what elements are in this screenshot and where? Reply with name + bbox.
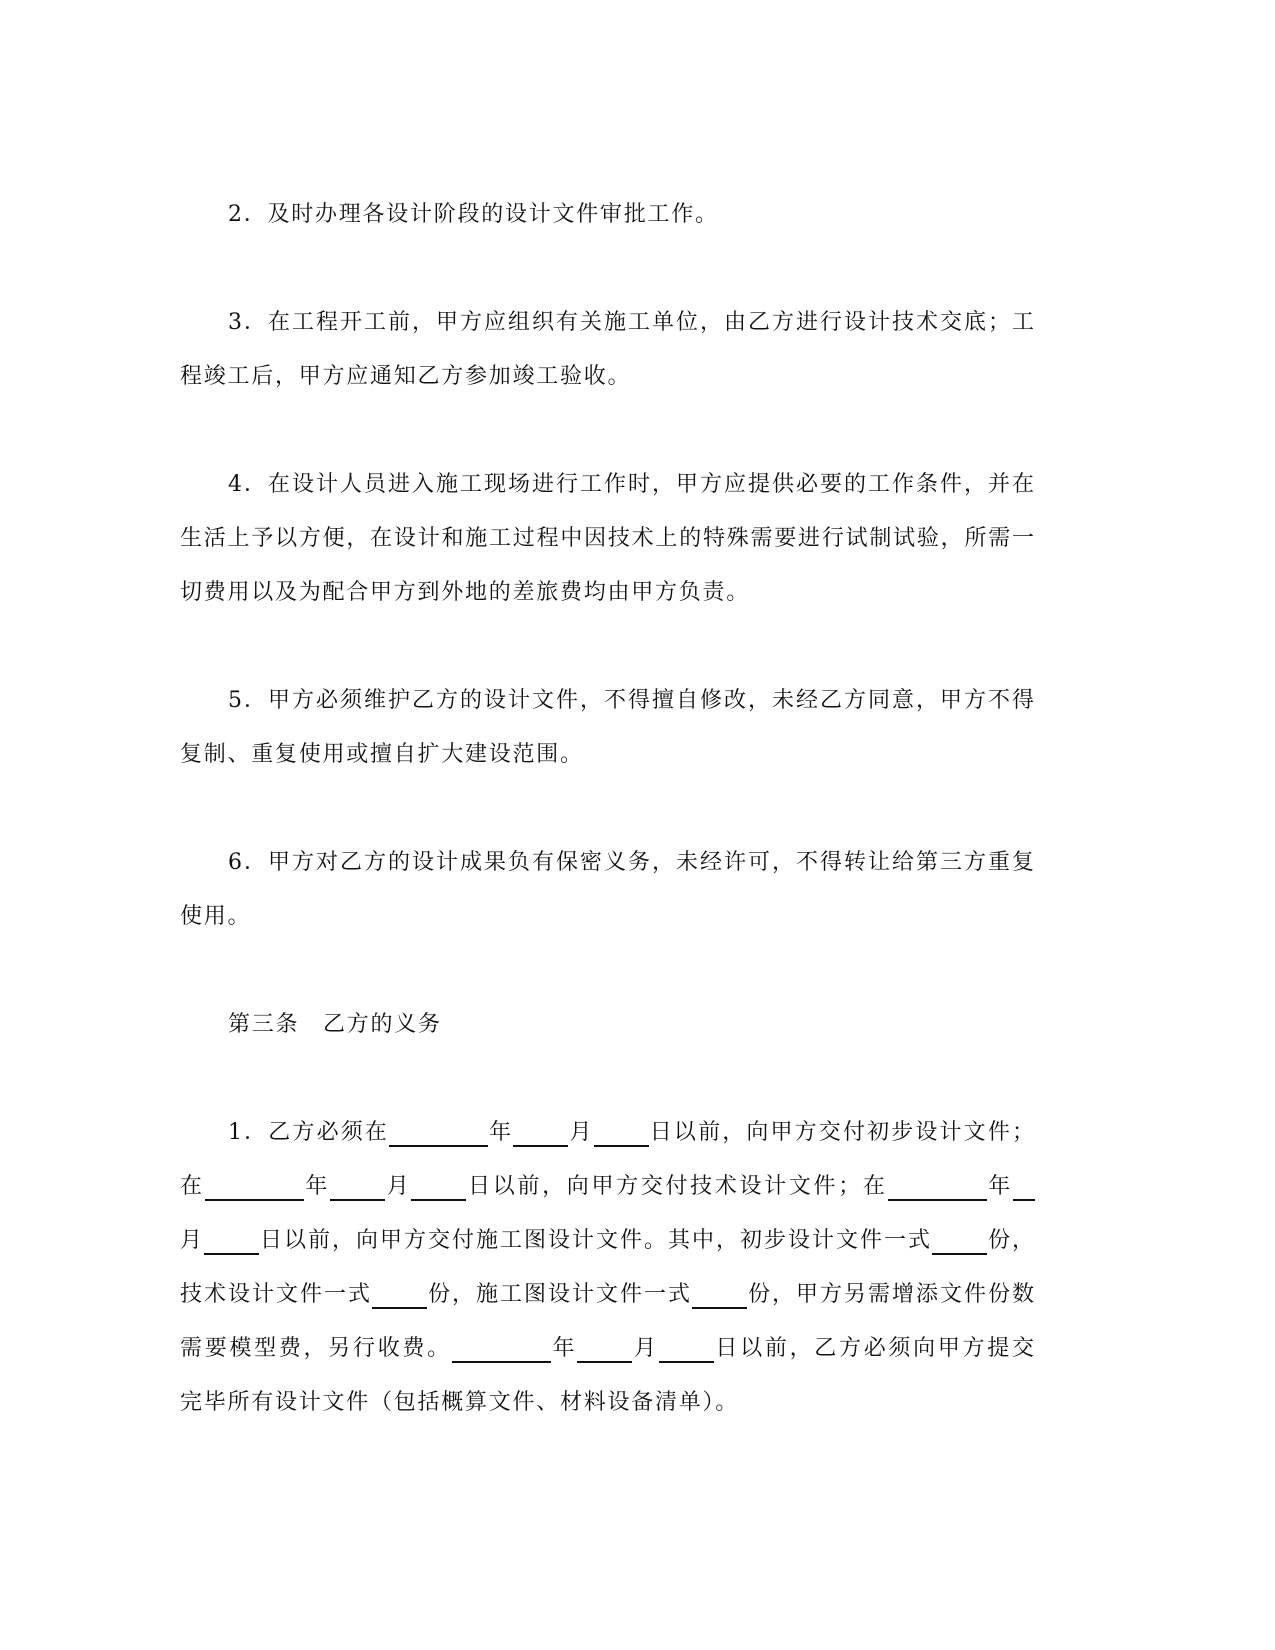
clause-line: 在 年 月 日以前，向甲方交付技术设计文件；在 年 bbox=[180, 1160, 1035, 1214]
fill-in-blank bbox=[1013, 1174, 1035, 1201]
fill-in-blank bbox=[692, 1282, 747, 1309]
clause-line: 1．乙方必须在 年 月 日以前，向甲方交付初步设计文件； bbox=[228, 1120, 1035, 1145]
clause-4 bbox=[180, 458, 1035, 620]
fill-in-blank bbox=[205, 1174, 304, 1201]
fill-in-blank bbox=[888, 1174, 987, 1201]
article-3-heading bbox=[180, 998, 1035, 1052]
clause-2 bbox=[180, 188, 1035, 242]
fill-in-blank bbox=[513, 1120, 568, 1147]
article-heading: 第三条 乙方的义务 bbox=[228, 1012, 442, 1037]
clause-line: 使用。 bbox=[180, 904, 252, 929]
clause-line: 6．甲方对乙方的设计成果负有保密义务，未经许可，不得转让给第三方重复 bbox=[228, 850, 1035, 875]
fill-in-blank bbox=[330, 1174, 385, 1201]
clause-line: 切费用以及为配合甲方到外地的差旅费均由甲方负责。 bbox=[180, 580, 751, 605]
clause-line: 4．在设计人员进入施工现场进行工作时，甲方应提供必要的工作条件，并在 bbox=[228, 472, 1035, 497]
article-3-clause-1 bbox=[180, 1106, 1035, 1430]
fill-in-blank bbox=[594, 1120, 649, 1147]
clause-3 bbox=[180, 296, 1035, 404]
fill-in-blank bbox=[204, 1228, 259, 1255]
fill-in-blank bbox=[659, 1336, 714, 1363]
clause-line: 5．甲方必须维护乙方的设计文件，不得擅自修改，未经乙方同意，甲方不得 bbox=[228, 688, 1035, 713]
clause-line: 复制、重复使用或擅自扩大建设范围。 bbox=[180, 742, 584, 767]
clause-line: 2．及时办理各设计阶段的设计文件审批工作。 bbox=[228, 202, 719, 227]
clause-5 bbox=[180, 674, 1035, 782]
clause-line: 月 日以前，向甲方交付施工图设计文件。其中，初步设计文件一式 份， bbox=[180, 1228, 1035, 1253]
clause-line: 3．在工程开工前，甲方应组织有关施工单位，由乙方进行设计技术交底；工 bbox=[228, 310, 1035, 335]
clause-line: 技术设计文件一式 份，施工图设计文件一式 份，甲方另需增添文件份数 bbox=[180, 1282, 1035, 1307]
fill-in-blank bbox=[452, 1336, 551, 1363]
fill-in-blank bbox=[372, 1282, 427, 1309]
fill-in-blank bbox=[577, 1336, 632, 1363]
clause-line: 完毕所有设计文件（包括概算文件、材料设备清单）。 bbox=[180, 1390, 740, 1415]
fill-in-blank bbox=[411, 1174, 466, 1201]
document-body bbox=[180, 188, 1035, 1484]
fill-in-blank bbox=[932, 1228, 987, 1255]
clause-line: 程竣工后，甲方应通知乙方参加竣工验收。 bbox=[180, 364, 632, 389]
fill-in-blank bbox=[389, 1120, 488, 1147]
clause-6 bbox=[180, 836, 1035, 944]
clause-line: 生活上予以方便，在设计和施工过程中因技术上的特殊需要进行试制试验，所需一 bbox=[180, 526, 1035, 551]
clause-line: 需要模型费，另行收费。 年 月 日以前，乙方必须向甲方提交 bbox=[180, 1336, 1035, 1361]
